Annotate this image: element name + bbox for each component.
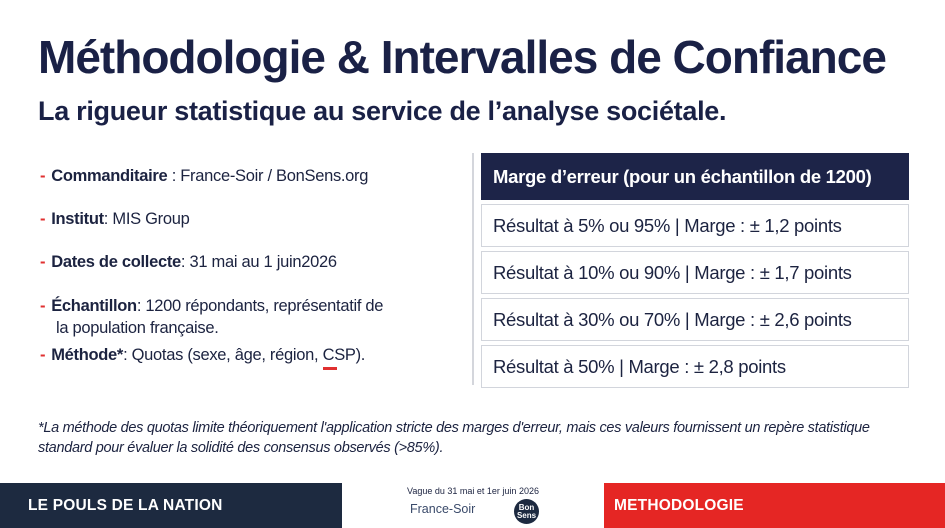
margin-table-row: Résultat à 10% ou 90% | Marge : ± 1,7 points	[481, 251, 909, 294]
bullet-institut	[40, 208, 189, 230]
bullet-label: Dates de collecte	[51, 253, 181, 271]
margin-table-row: Résultat à 50% | Marge : ± 2,8 points	[481, 345, 909, 388]
bullet-dash: -	[40, 253, 46, 271]
bullet-text: 1200 répondants, représentatif de	[145, 297, 384, 315]
page-subtitle: La rigueur statistique au service de l’analyse sociétale.	[38, 96, 727, 126]
bullet-dash: -	[40, 297, 46, 315]
bullet-dates	[40, 251, 337, 273]
bullet-methode	[40, 344, 365, 366]
wave-date: Vague du 31 mai et 1er juin 2026	[407, 486, 539, 496]
bullet-separator: :	[123, 346, 132, 364]
footer-bar	[0, 483, 945, 528]
bullet-echantillon	[40, 295, 383, 339]
bullet-separator: :	[167, 167, 181, 185]
footer-left-label: LE POULS DE LA NATION	[0, 483, 342, 528]
bonsens-logo-bottom: Sens	[516, 510, 537, 520]
bullet-commanditaire	[40, 165, 368, 187]
margin-table-row: Résultat à 30% ou 70% | Marge : ± 2,6 points	[481, 298, 909, 341]
vertical-divider	[472, 153, 474, 385]
bullet-label: Méthode*	[51, 346, 124, 364]
bullet-separator: :	[136, 297, 146, 315]
bullet-text: 31 mai au 1 juin2026	[189, 253, 337, 271]
bonsens-logo	[514, 499, 539, 524]
bullet-text: France-Soir / BonSens.org	[180, 167, 369, 185]
footer-right-label: METHODOLOGIE	[604, 483, 945, 528]
footnote: *La méthode des quotas limite théoriquement l'application stricte des marges d'erreur, mais ces valeurs fournissent un repère statistique standard pour évaluer la solidité des consensus observés (>85%).	[38, 420, 870, 456]
margin-table-header: Marge d’erreur (pour un échantillon de 1200)	[481, 153, 909, 200]
bullet-text: MIS Group	[112, 210, 190, 228]
bullet-label: Institut	[51, 210, 104, 228]
page-title: Méthodologie & Intervalles de Confiance	[38, 31, 886, 83]
bonsens-logo-top: Bon	[518, 502, 535, 512]
france-soir-logo: France-Soir	[410, 502, 476, 516]
bullet-dash: -	[40, 346, 46, 364]
bullet-text: Quotas (sexe, âge, région, CSP).	[131, 346, 366, 364]
bullet-label: Commanditaire	[51, 167, 168, 185]
bullet-dash: -	[40, 167, 46, 185]
bullet-text-continued: la population française.	[56, 319, 219, 337]
footer-center	[342, 483, 604, 528]
margin-table-row: Résultat à 5% ou 95% | Marge : ± 1,2 points	[481, 204, 909, 247]
bullet-separator: :	[103, 210, 113, 228]
margin-error-table	[481, 153, 909, 388]
bullet-dash: -	[40, 210, 46, 228]
bullet-label: Échantillon	[51, 297, 137, 315]
bullet-separator: :	[180, 253, 190, 271]
red-underline-mark	[323, 367, 337, 370]
